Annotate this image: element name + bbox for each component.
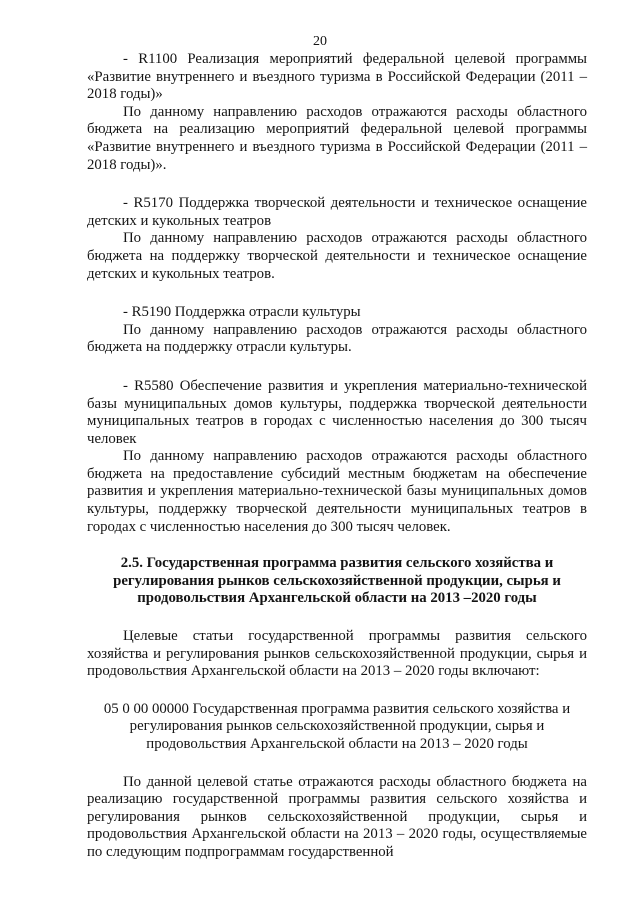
spacer [87, 283, 587, 304]
r5580-description-paragraph: По данному направлению расходов отражаются расходы областного бюджета на предоставление субсидий местным бюджетам на обеспечение развития и укрепления материально-технической базы муниципальных домов культуры, поддержку творческой деятельности муниципальных театров в городах с численностью населения до 300 тысяч человек. [87, 448, 587, 535]
r5170-title-paragraph: - R5170 Поддержка творческой деятельности и техническое оснащение детских и кукольных театров [87, 195, 587, 229]
spacer [87, 754, 587, 774]
section-final-paragraph: По данной целевой статье отражаются расходы областного бюджета на реализацию государственной программы развития сельского хозяйства и регулирования рынков сельскохозяйственной продукции, сырья и продовольствия Архангельской области на 2013 – 2020 годы, осуществляемые по следующим подпрограммам государственной [87, 773, 587, 860]
page-content [87, 51, 587, 862]
r5190-description-paragraph: По данному направлению расходов отражаются расходы областного бюджета на поддержку отрасли культуры. [87, 321, 587, 356]
r1100-title-paragraph: - R1100 Реализация мероприятий федеральной целевой программы «Развитие внутреннего и въездного туризма в Российской Федерации (2011 – 2018 годы)» [87, 51, 587, 103]
spacer [87, 536, 587, 555]
r1100-description-paragraph: По данному направлению расходов отражаются расходы областного бюджета на реализацию мероприятий федеральной целевой программы «Развитие внутреннего и въездного туризма в Российской Федерации (2011 – 2018 годы)». [87, 103, 587, 173]
spacer [87, 608, 587, 628]
section-heading: 2.5. Государственная программа развития сельского хозяйства и регулирования рынков сельскохозяйственной продукции, сырья и продовольствия Архангельской области на 2013 –2020 годы [113, 555, 561, 607]
spacer [87, 174, 587, 195]
page-number: 20 [313, 34, 327, 49]
r5170-description-paragraph: По данному направлению расходов отражаются расходы областного бюджета на поддержку творческой деятельности и техническое оснащение детских и кукольных театров. [87, 230, 587, 282]
target-article-code-item: 05 0 00 00000 Государственная программа развития сельского хозяйства и регулирования рынков сельскохозяйственной продукции, сырья и продовольствия Архангельской области на 2013 – 2020 годы [103, 700, 571, 752]
r5580-title-paragraph: - R5580 Обеспечение развития и укрепления материально-технической базы муниципальных домов культуры, поддержка творческой деятельности муниципальных театров в городах с численностью населения до 300 тысяч человек [87, 377, 587, 447]
spacer [87, 357, 587, 378]
r5190-title-paragraph: - R5190 Поддержка отрасли культуры [123, 304, 361, 321]
section-intro-paragraph: Целевые статьи государственной программы развития сельского хозяйства и регулирования рынков сельскохозяйственной продукции, сырья и продовольствия Архангельской области на 2013 – 2020 годы включают: [87, 628, 587, 680]
spacer [87, 681, 587, 701]
